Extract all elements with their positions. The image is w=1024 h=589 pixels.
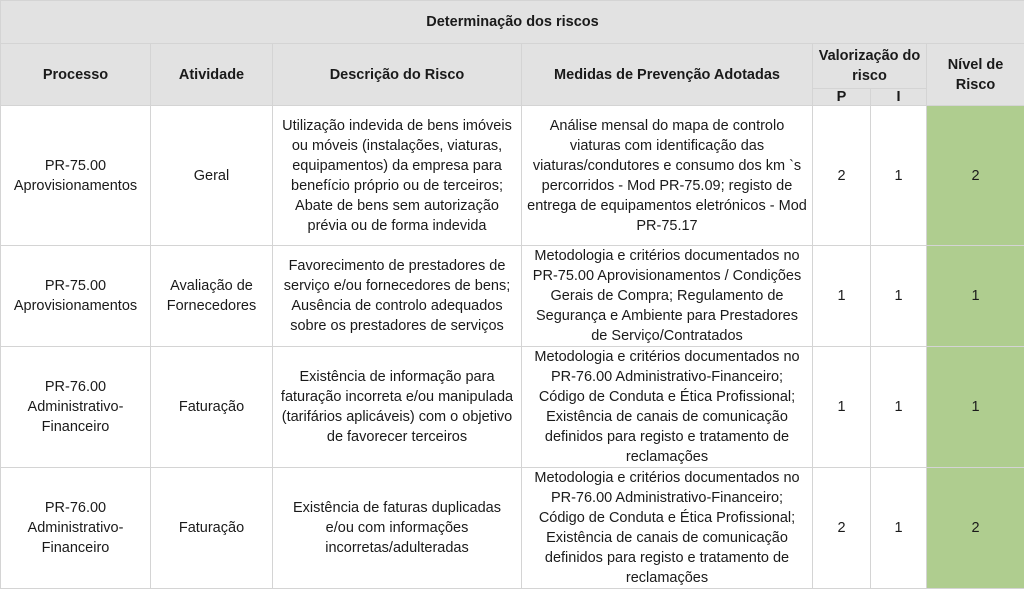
cell-atividade: Geral [151, 106, 273, 246]
cell-medidas: Metodologia e critérios documentados no PR-75.00 Aprovisionamentos / Condições Gerais de Compra; Regulamento de Segurança e Ambiente para Prestadores de Serviço/Contratados [522, 246, 813, 347]
header-atividade: Atividade [151, 44, 273, 106]
table-row [1, 246, 1024, 347]
cell-nivel: 1 [927, 347, 1024, 468]
cell-atividade: Avaliação de Fornecedores [151, 246, 273, 347]
cell-nivel: 1 [927, 246, 1024, 347]
cell-processo [1, 347, 151, 468]
cell-p: 1 [813, 347, 871, 468]
cell-p: 2 [813, 106, 871, 246]
cell-processo [1, 106, 151, 246]
processo-name: Administrativo-Financeiro [21, 397, 131, 437]
cell-i: 1 [871, 347, 927, 468]
cell-i: 1 [871, 246, 927, 347]
header-processo: Processo [1, 44, 151, 106]
cell-i: 1 [871, 106, 927, 246]
cell-processo [1, 246, 151, 347]
processo-code: PR-75.00 [5, 156, 146, 176]
table-title-row [1, 1, 1024, 44]
header-medidas: Medidas de Prevenção Adotadas [522, 44, 813, 106]
cell-descricao: Existência de faturas duplicadas e/ou com informações incorretas/adulteradas [273, 468, 522, 589]
processo-name: Administrativo-Financeiro [21, 518, 131, 558]
cell-atividade: Faturação [151, 347, 273, 468]
header-p: P [813, 89, 871, 106]
table-row [1, 106, 1024, 246]
processo-name: Aprovisionamentos [5, 296, 146, 316]
cell-medidas: Análise mensal do mapa de controlo viaturas com identificação das viaturas/condutores e consumo dos km `s percorridos - Mod PR-75.09; registo de entrega de equipamentos eletrónicos - Mod PR-75.17 [522, 106, 813, 246]
cell-descricao: Existência de informação para faturação incorreta e/ou manipulada (tarifários aplicáveis) com o objetivo de favorecer terceiros [273, 347, 522, 468]
table-title: Determinação dos riscos [1, 1, 1024, 44]
cell-medidas: Metodologia e critérios documentados no PR-76.00 Administrativo-Financeiro; Código de Conduta e Ética Profissional; Existência de canais de comunicação definidos para registo e tratamento de reclamações [522, 468, 813, 589]
column-header-row [1, 44, 1024, 89]
processo-code: PR-76.00 [5, 377, 146, 397]
cell-nivel: 2 [927, 468, 1024, 589]
header-nivel: Nível de Risco [927, 44, 1024, 106]
cell-medidas: Metodologia e critérios documentados no PR-76.00 Administrativo-Financeiro; Código de Conduta e Ética Profissional; Existência de canais de comunicação definidos para registo e tratamento de reclamações [522, 347, 813, 468]
header-i: I [871, 89, 927, 106]
cell-i: 1 [871, 468, 927, 589]
processo-code: PR-76.00 [5, 498, 146, 518]
cell-descricao: Utilização indevida de bens imóveis ou móveis (instalações, viaturas, equipamentos) da empresa para benefício próprio ou de terceiros; Abate de bens sem autorização prévia ou de forma indevida [273, 106, 522, 246]
table-row [1, 347, 1024, 468]
cell-p: 1 [813, 246, 871, 347]
cell-descricao: Favorecimento de prestadores de serviço e/ou fornecedores de bens; Ausência de controlo adequados sobre os prestadores de serviços [273, 246, 522, 347]
cell-processo [1, 468, 151, 589]
cell-atividade: Faturação [151, 468, 273, 589]
cell-p: 2 [813, 468, 871, 589]
header-valorizacao: Valorização do risco [813, 44, 927, 89]
processo-name: Aprovisionamentos [5, 176, 146, 196]
processo-code: PR-75.00 [5, 276, 146, 296]
table-row [1, 468, 1024, 589]
cell-nivel: 2 [927, 106, 1024, 246]
header-descricao: Descrição do Risco [273, 44, 522, 106]
